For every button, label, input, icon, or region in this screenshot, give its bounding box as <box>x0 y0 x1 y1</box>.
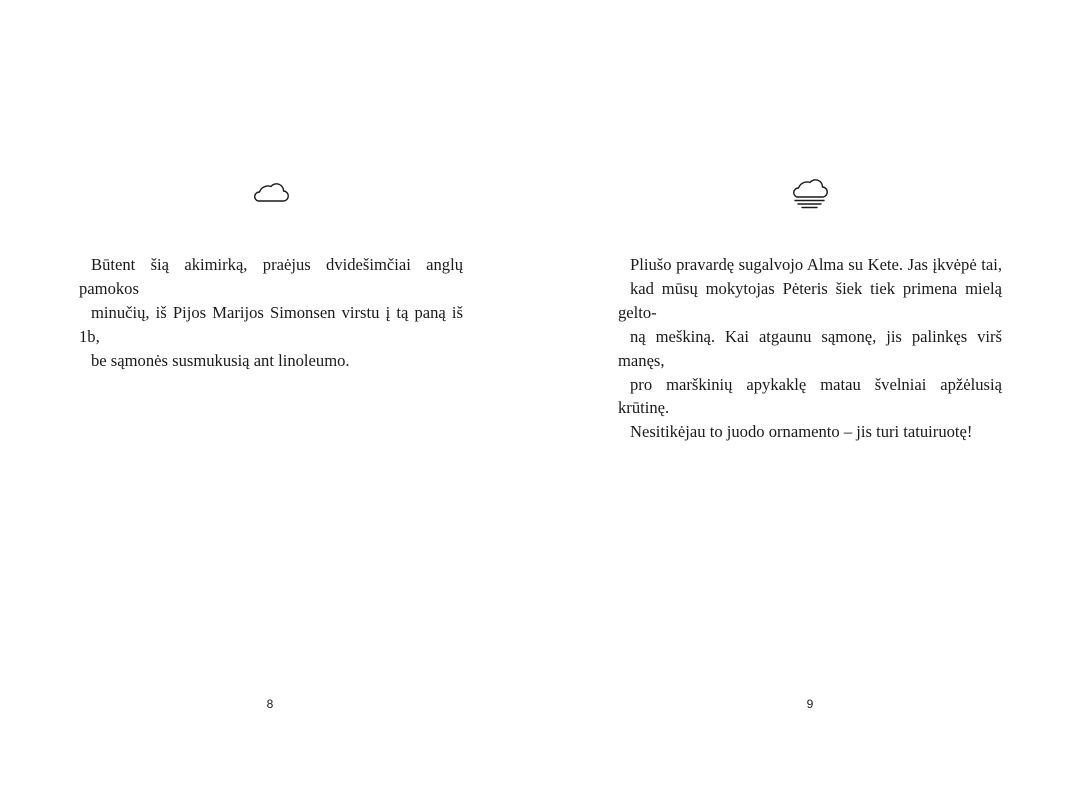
paragraph-line: Pliušo pravardę sugalvojo Alma su Kete. Jas įkvėpė tai, <box>630 255 1002 274</box>
left-paragraph <box>79 253 463 373</box>
cloud-fog-icon <box>789 176 829 210</box>
paragraph-line: be sąmonės susmukusią ant linoleumo. <box>91 350 350 370</box>
cloud-icon <box>250 176 290 210</box>
page-number: 8 <box>266 697 274 711</box>
paragraph-line: pro marškinių apykaklę matau švelniai apžėlusią krūtinę. <box>618 374 1002 418</box>
right-page <box>540 0 1080 801</box>
paragraph-line: kad mūsų mokytojas Pėteris šiek tiek primena mielą gelto- <box>618 278 1002 322</box>
right-paragraph <box>618 253 1002 444</box>
paragraph-line: ną meškiną. Kai atgaunu sąmonę, jis palinkęs virš manęs, <box>618 326 1002 370</box>
page-number: 9 <box>806 697 814 711</box>
paragraph-line: Būtent šią akimirką, praėjus dvidešimčiai anglų pamokos <box>79 255 463 298</box>
paragraph-line: minučių, iš Pijos Marijos Simonsen virstu į tą paną iš 1b, <box>79 302 463 346</box>
paragraph-line: Nesitikėjau to juodo ornamento – jis turi tatuiruotę! <box>630 422 973 442</box>
